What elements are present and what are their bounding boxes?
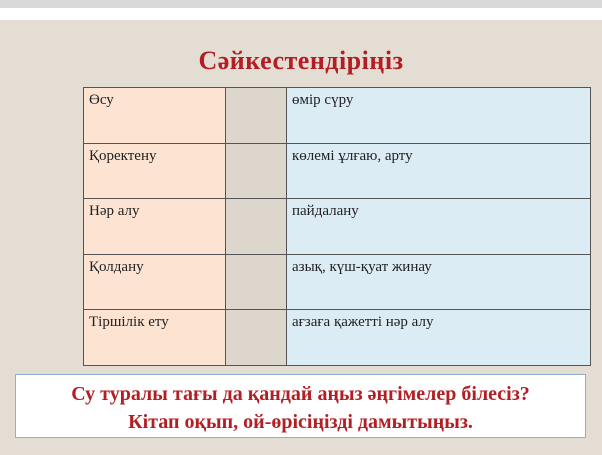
middle-cell	[226, 88, 287, 144]
middle-cell	[226, 254, 287, 310]
matching-table	[83, 87, 591, 366]
middle-cell	[226, 310, 287, 366]
left-cell: Нәр алу	[84, 199, 226, 255]
left-cell: Қолдану	[84, 254, 226, 310]
table-row	[84, 143, 591, 199]
right-cell: ағзаға қажетті нәр алу	[287, 310, 591, 366]
middle-cell	[226, 143, 287, 199]
table-row	[84, 88, 591, 144]
right-cell: азық, күш-қуат жинау	[287, 254, 591, 310]
left-cell: Тіршілік ету	[84, 310, 226, 366]
left-cell: Қоректену	[84, 143, 226, 199]
right-cell: көлемі ұлғаю, арту	[287, 143, 591, 199]
right-cell: өмір сүру	[287, 88, 591, 144]
middle-cell	[226, 199, 287, 255]
left-cell: Өсу	[84, 88, 226, 144]
table-row	[84, 254, 591, 310]
question-line-1: Су туралы тағы да қандай аңыз әңгімелер білесіз?	[71, 383, 530, 405]
table-row	[84, 310, 591, 366]
question-line-2: Кітап оқып, ой-өрісіңізді дамытыңыз.	[128, 411, 473, 433]
top-band	[0, 0, 602, 8]
table-row	[84, 199, 591, 255]
right-cell: пайдалану	[287, 199, 591, 255]
question-box	[15, 374, 586, 438]
slide-title: Сәйкестендіріңіз	[198, 46, 404, 75]
slide	[0, 20, 602, 455]
